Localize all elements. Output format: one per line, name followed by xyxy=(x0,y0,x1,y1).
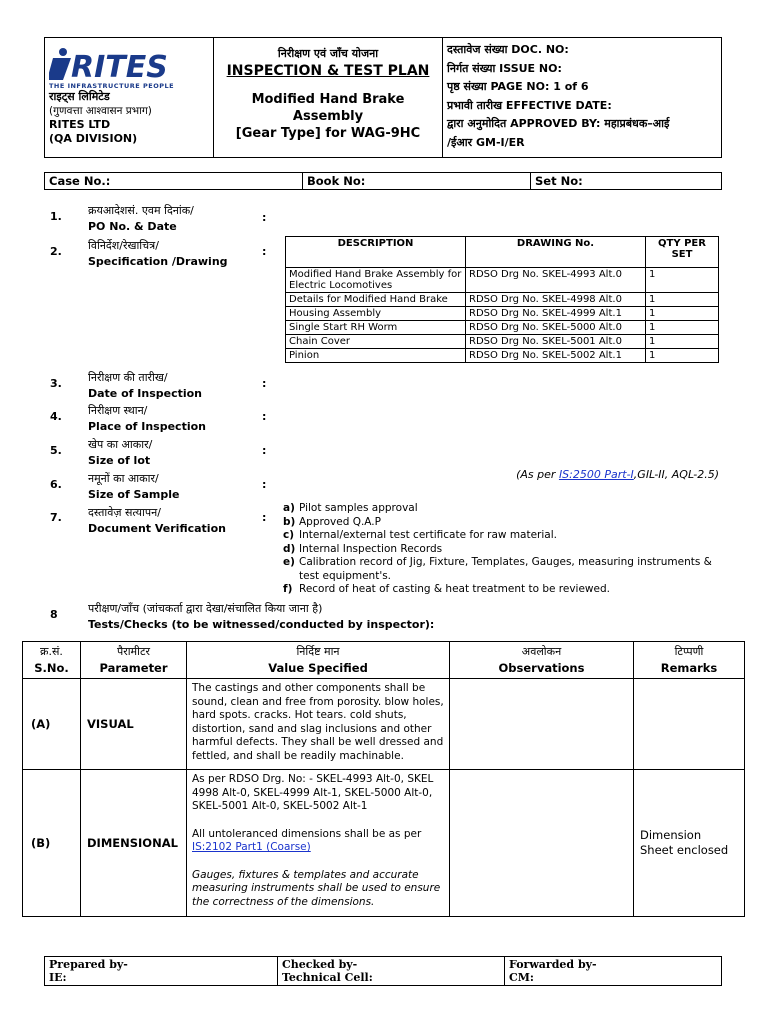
drawing-description: Modified Hand Brake Assembly for Electric Locomotives xyxy=(286,268,466,293)
table-row xyxy=(286,268,719,293)
list-item-letter: b) xyxy=(283,515,296,528)
header-label: Remarks xyxy=(660,661,718,675)
header-sno xyxy=(23,642,81,679)
checked-by xyxy=(278,957,505,986)
table-row xyxy=(286,293,719,307)
item-label-hindi: परीक्षण/जाँच (जांचकर्ता द्वारा देखा/संचालित किया जाना है) xyxy=(88,602,323,615)
drawing-description: Housing Assembly xyxy=(286,307,466,321)
page-no: पृष्ठ संख्या PAGE NO: 1 of 6 xyxy=(447,80,589,93)
header-label: S.No. xyxy=(34,661,69,675)
visual-parameter: VISUAL xyxy=(81,679,187,770)
header-parameter xyxy=(81,642,187,679)
drawing-number: RDSO Drg No. SKEL-4993 Alt.0 xyxy=(466,268,646,293)
forwarded-by xyxy=(505,957,722,986)
header-observations xyxy=(450,642,634,679)
rites-logo-icon xyxy=(49,46,199,82)
signature-table xyxy=(44,956,722,986)
table-row xyxy=(286,307,719,321)
header-hindi: टिप्पणी xyxy=(674,645,704,658)
item-label-hindi: निरीक्षण स्थान/ xyxy=(88,404,148,417)
forwarded-by-label: Forwarded by- xyxy=(509,958,597,971)
item-number: 2. xyxy=(50,245,62,258)
item-number: 3. xyxy=(50,377,62,390)
is-2500-link[interactable]: IS:2500 Part-I xyxy=(558,468,634,481)
approved-by: द्वारा अनुमोदित APPROVED BY: महाप्रबंधक–आई xyxy=(447,117,670,130)
drawing-header-description: DESCRIPTION xyxy=(286,237,466,268)
dimensional-observations xyxy=(450,770,634,917)
item-number: 5. xyxy=(50,444,62,457)
list-item-text: Record of heat of casting & heat treatment to be reviewed. xyxy=(299,583,610,595)
list-item-letter: f) xyxy=(283,583,293,595)
item-label-hindi: क्रयआदेशसं. एवम दिनांक/ xyxy=(88,204,194,217)
plan-title-cell xyxy=(214,38,443,158)
item-document-verification xyxy=(88,505,226,537)
drawing-qty: 1 xyxy=(646,307,719,321)
drawing-number: RDSO Drg No. SKEL-4999 Alt.1 xyxy=(466,307,646,321)
case-no: Case No.: xyxy=(45,173,303,190)
item-specification xyxy=(88,238,228,270)
table-row xyxy=(23,679,745,770)
list-item-letter: e) xyxy=(283,556,295,568)
table-row xyxy=(23,770,745,917)
document-list xyxy=(283,502,723,597)
visual-sno: (A) xyxy=(23,679,81,770)
item-place-of-inspection xyxy=(88,403,206,435)
list-item-text: Internal/external test certificate for raw material. xyxy=(299,529,557,541)
plan-subject-line-2: [Gear Type] for WAG-9HC xyxy=(235,126,421,141)
drawing-description: Pinion xyxy=(286,349,466,363)
dimensional-value-gauges: Gauges, fixtures & templates and accurate measuring instruments shall be used to ensure the correctness of the dimensions. xyxy=(192,868,441,908)
list-item xyxy=(283,516,723,530)
sampling-suffix: ,GIL-II, AQL-2.5) xyxy=(633,468,719,481)
checked-by-label: Checked by- xyxy=(282,958,358,971)
forwarded-by-role: CM: xyxy=(509,971,534,984)
org-division: (QA DIVISION) xyxy=(49,132,138,145)
list-item-text: Pilot samples approval xyxy=(299,502,418,514)
item-tests-checks xyxy=(88,601,434,633)
table-row xyxy=(286,321,719,335)
drawing-qty: 1 xyxy=(646,268,719,293)
prepared-by-role: IE: xyxy=(49,971,67,984)
rites-logo xyxy=(49,44,209,84)
visual-observations xyxy=(450,679,634,770)
item-label: Date of Inspection xyxy=(88,387,203,400)
visual-remarks xyxy=(634,679,745,770)
item-colon: : xyxy=(262,211,267,224)
item-label-hindi: विनिर्देश/रेखाचित्र/ xyxy=(88,239,159,252)
org-division-hindi: (गुणवत्ता आश्वासन प्रभाग) xyxy=(49,105,152,117)
org-name-hindi: राइट्स लिमिटेड xyxy=(49,90,110,103)
dimensional-value-drawings: As per RDSO Drg. No: - SKEL-4993 Alt-0, SKEL 4998 Alt-0, SKEL-4999 Alt-1, SKEL-5000 Alt-0, SKEL-5001 Alt-0, SKEL-5002 Alt-1 xyxy=(192,773,434,812)
list-item xyxy=(283,556,723,583)
item-colon: : xyxy=(262,478,267,491)
case-row-table xyxy=(44,172,722,190)
dimensional-value xyxy=(187,770,450,917)
drawing-description: Details for Modified Hand Brake xyxy=(286,293,466,307)
effective-date: प्रभावी तारीख EFFECTIVE DATE: xyxy=(447,98,612,112)
prepared-by-label: Prepared by- xyxy=(49,958,128,971)
header-value-specified xyxy=(187,642,450,679)
list-item-letter: c) xyxy=(283,529,295,541)
list-item-text: Calibration record of Jig, Fixture, Templates, Gauges, measuring instruments & test equipment's. xyxy=(299,556,712,582)
item-label: Place of Inspection xyxy=(88,420,206,433)
drawing-header-qty: QTY PER SET xyxy=(646,237,719,268)
logo-text: RITES xyxy=(71,50,168,82)
item-colon: : xyxy=(262,377,267,390)
set-no: Set No: xyxy=(531,173,722,190)
sampling-prefix: (As per xyxy=(516,468,559,481)
item-label: Size of lot xyxy=(88,454,151,467)
plan-subject xyxy=(218,91,438,142)
item-number: 7. xyxy=(50,511,62,524)
item-label: Size of Sample xyxy=(88,488,180,501)
item-colon: : xyxy=(262,410,267,423)
visual-value: The castings and other components shall be sound, clean and free from porosity. blow holes, hard spots. cracks. Hot tears. cold shuts, distortion, sand and slag inclusions and other harmful defects. They shall be well dressed and fettled, and shall be readily machinable. xyxy=(187,679,450,770)
item-number: 6. xyxy=(50,478,62,491)
table-row xyxy=(286,335,719,349)
list-item xyxy=(283,543,723,557)
table-row xyxy=(286,349,719,363)
list-item xyxy=(283,529,723,543)
logo-cell xyxy=(45,38,214,158)
plan-title-hindi: निरीक्षण एवं जाँच योजना xyxy=(277,47,379,60)
list-item-letter: d) xyxy=(283,542,296,555)
list-item-text: Internal Inspection Records xyxy=(299,542,443,555)
dimensional-remarks: Dimension Sheet enclosed xyxy=(634,770,745,917)
item-size-of-lot xyxy=(88,437,152,469)
item-number: 4. xyxy=(50,410,62,423)
dimensional-sno: (B) xyxy=(23,770,81,917)
header-hindi: क्र.सं. xyxy=(40,645,63,658)
checked-by-role: Technical Cell: xyxy=(282,971,373,984)
item-label: Specification /Drawing xyxy=(88,255,228,268)
book-no: Book No: xyxy=(303,173,531,190)
item-label: Document Verification xyxy=(88,522,226,535)
tests-table xyxy=(22,641,745,917)
header-hindi: पैरामीटर xyxy=(116,645,151,658)
item-label-hindi: खेप का आकार/ xyxy=(88,438,153,451)
org-name: RITES LTD xyxy=(49,118,111,131)
item-number: 8 xyxy=(50,608,58,621)
drawing-number: RDSO Drg No. SKEL-4998 Alt.0 xyxy=(466,293,646,307)
drawing-number: RDSO Drg No. SKEL-5000 Alt.0 xyxy=(466,321,646,335)
issue-no: निर्गत संख्या ISSUE NO: xyxy=(447,61,562,75)
dimensional-value-tolerance: All untoleranced dimensions shall be as per xyxy=(192,827,422,840)
item-colon: : xyxy=(262,245,267,258)
header-hindi: निर्दिष्ट मान xyxy=(296,645,340,658)
drawing-number: RDSO Drg No. SKEL-5002 Alt.1 xyxy=(466,349,646,363)
drawing-qty: 1 xyxy=(646,349,719,363)
drawing-table xyxy=(285,236,719,363)
sampling-reference xyxy=(516,468,719,481)
plan-subject-line-1: Modified Hand Brake Assembly xyxy=(251,92,405,124)
item-label: PO No. & Date xyxy=(88,220,177,233)
item-label-hindi: नमूनों का आकार/ xyxy=(88,472,159,485)
doc-no: दस्तावेज संख्या DOC. NO: xyxy=(447,43,569,56)
list-item-letter: a) xyxy=(283,502,295,514)
plan-title: INSPECTION & TEST PLAN xyxy=(226,63,430,79)
approved-by-2: /ईआर GM-I/ER xyxy=(447,135,525,149)
doc-meta-cell xyxy=(443,38,722,158)
item-size-of-sample xyxy=(88,471,179,503)
drawing-description: Chain Cover xyxy=(286,335,466,349)
logo-tagline: THE INFRASTRUCTURE PEOPLE xyxy=(49,82,175,90)
item-label-hindi: निरीक्षण की तारीख/ xyxy=(88,371,168,384)
dimensional-parameter: DIMENSIONAL xyxy=(81,770,187,917)
prepared-by xyxy=(45,957,278,986)
drawing-qty: 1 xyxy=(646,335,719,349)
header-label: Observations xyxy=(498,661,585,675)
tests-header-row xyxy=(23,642,745,679)
drawing-qty: 1 xyxy=(646,293,719,307)
drawing-qty: 1 xyxy=(646,321,719,335)
header-hindi: अवलोकन xyxy=(521,645,562,658)
item-colon: : xyxy=(262,511,267,524)
drawing-number: RDSO Drg No. SKEL-5001 Alt.0 xyxy=(466,335,646,349)
item-label: Tests/Checks (to be witnessed/conducted by inspector): xyxy=(88,618,435,631)
item-label-hindi: दस्तावेज़ सत्यापन/ xyxy=(88,506,161,519)
drawing-description: Single Start RH Worm xyxy=(286,321,466,335)
header-table xyxy=(44,37,722,158)
list-item-text: Approved Q.A.P xyxy=(299,515,381,528)
is-2102-link[interactable]: IS:2102 Part1 (Coarse) xyxy=(192,841,311,853)
list-item xyxy=(283,502,723,516)
item-po xyxy=(88,203,194,235)
item-number: 1. xyxy=(50,210,62,223)
header-label: Parameter xyxy=(99,661,168,675)
header-remarks xyxy=(634,642,745,679)
drawing-header-drawing-no: DRAWING No. xyxy=(466,237,646,268)
header-label: Value Specified xyxy=(268,661,368,675)
item-date-of-inspection xyxy=(88,370,202,402)
list-item xyxy=(283,583,723,597)
item-colon: : xyxy=(262,444,267,457)
